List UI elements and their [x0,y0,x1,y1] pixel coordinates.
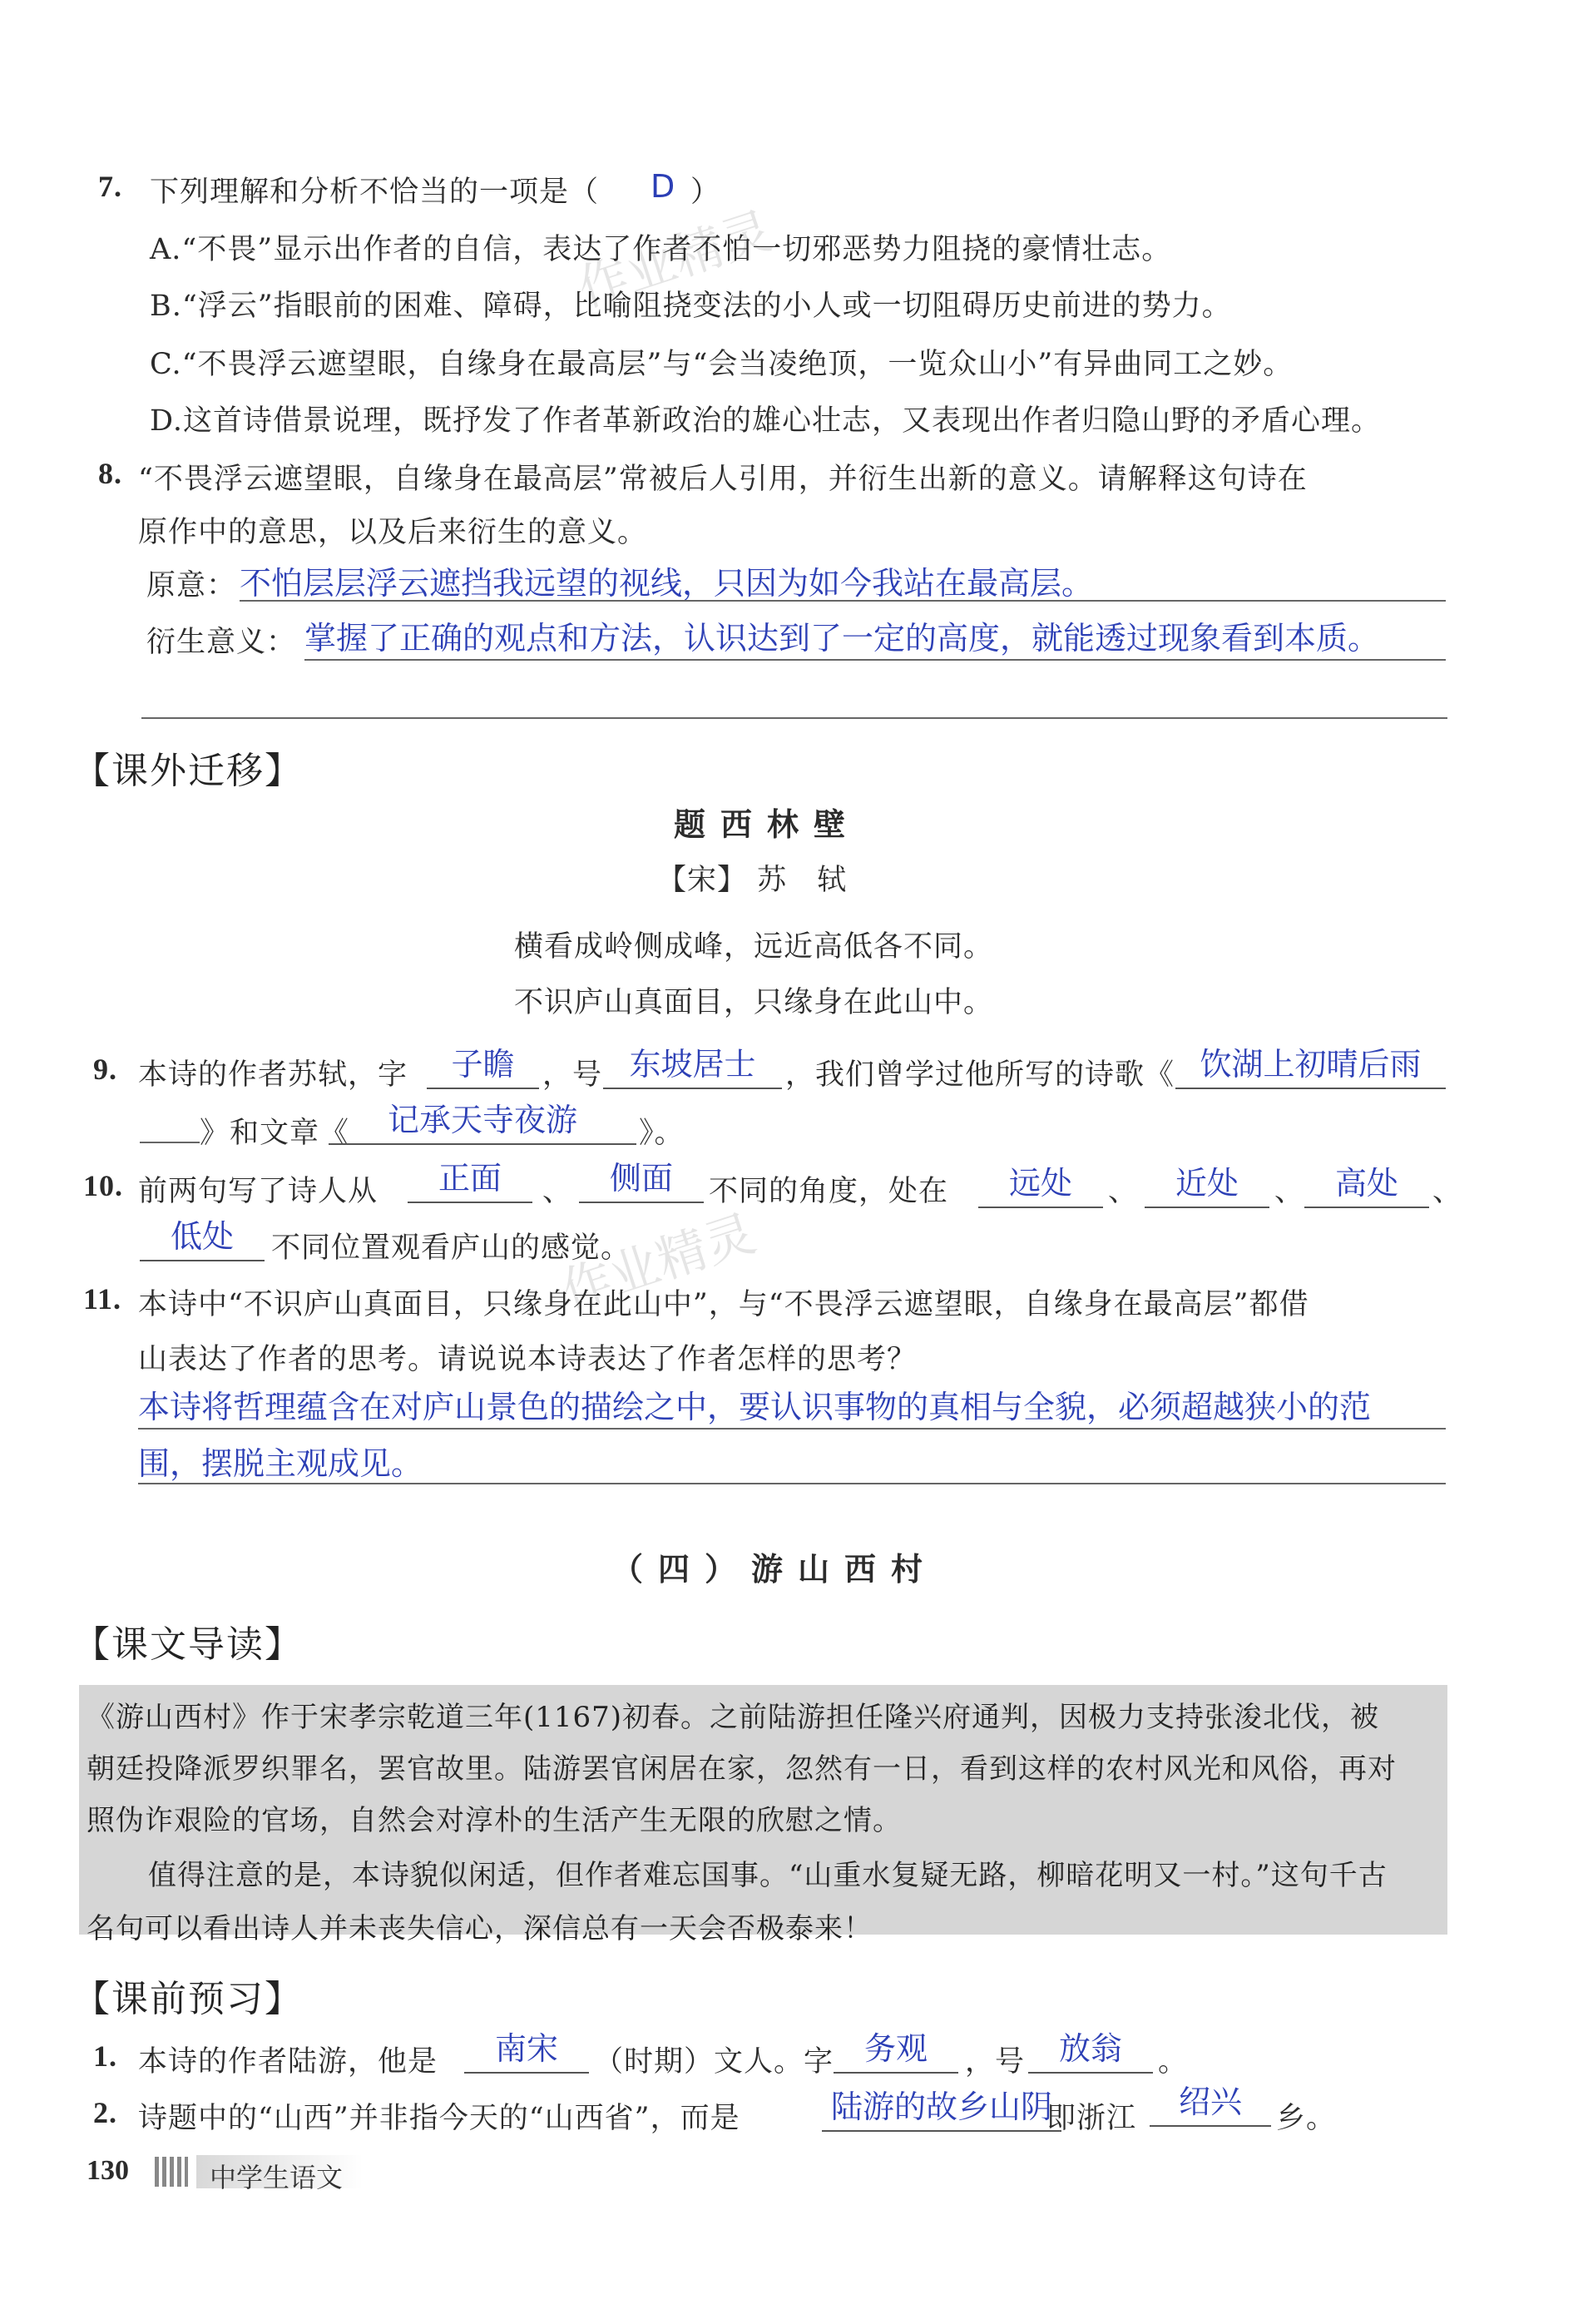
section-heading: 【课文导读】 [73,1623,303,1666]
question-text: 不同位置观看庐山的感觉。 [271,1231,631,1265]
answer-blank: 低处 [140,1217,265,1261]
answer-blank: 务观 [834,2029,958,2074]
question-number: 7. [98,170,122,203]
question-text: ，号 [542,1058,603,1092]
question-text: 》。 [639,1117,685,1150]
answer-blank: 子瞻 [427,1044,539,1089]
question-stem: 原作中的意思，以及后来衍生的意义。 [138,516,648,549]
question-number: 10. [83,1169,123,1202]
question-number: 2. [93,2096,117,2129]
answer-blank: 高处 [1304,1163,1429,1208]
question-number: 11. [83,1282,122,1316]
answer-blank: 绍兴 [1150,2082,1271,2127]
question-stem: 下列理解和分析不恰当的一项是（ [150,176,600,209]
lesson-title: （四）游山西村 [611,1551,938,1588]
question-text: 。 [1158,2045,1189,2079]
separator: 、 [1274,1175,1305,1208]
answer-blank: 东坡居士 [603,1044,782,1089]
intro-text: 照伪诈艰险的官场，自然会对淳朴的生活产生无限的欣慰之情。 [87,1804,902,1837]
section-heading: 【课前预习】 [73,1978,303,2020]
question-text: 》和文章《 [200,1117,350,1150]
section-heading: 【课外迁移】 [73,750,303,792]
answer-blank: 记承天寺夜游 [329,1100,636,1145]
question-text: 即浙江 [1046,2102,1137,2135]
answer-line [240,600,1446,602]
question-text: 诗题中的“山西”并非指今天的“山西省”，而是 [138,2102,740,2135]
watermark: 作业精灵 [554,1204,763,1322]
answer-blank: 近处 [1145,1163,1269,1208]
separator: 、 [1432,1175,1463,1208]
option-d: D.这首诗借景说理，既抒发了作者革新政治的雄心壮志，又表现出作者归隐山野的矛盾心理。 [150,404,1381,438]
answer-blank: 南宋 [464,2029,589,2074]
option-c: C.“不畏浮云遮望眼，自缘身在最高层”与“会当凌绝顶，一览众山小”有异曲同工之妙。 [150,348,1294,381]
answer-text: 围，摆脱主观成见。 [138,1445,423,1482]
watermark: 作业精灵 [571,201,779,320]
answer-blank: 远处 [978,1163,1103,1208]
question-text: ，我们曾学过他所写的诗歌《 [785,1058,1175,1092]
answer-choice: D [651,168,675,205]
intro-text: 《游山西村》作于宋孝宗乾道三年(1167)初春。之前陆游担任隆兴府通判，因极力支持张浚北伐，被 [87,1701,1380,1734]
option-a: A.“不畏”显示出作者的自信，表达了作者不怕一切邪恶势力阻挠的豪情壮志。 [150,233,1172,266]
intro-text: 名句可以看出诗人并未丧失信心，深信总有一天会否极泰来！ [87,1912,873,1945]
footer-bars [155,2157,188,2187]
answer-blank: 饮湖上初晴后雨 [1175,1044,1446,1089]
answer-label: 衍生意义： [146,626,297,659]
poem-title: 题西林壁 [674,806,861,843]
question-text: 乡。 [1276,2102,1337,2135]
intro-text: 值得注意的是，本诗貌似闲适，但作者难忘国事。“山重水复疑无路，柳暗花明又一村。”这句千古 [148,1859,1388,1892]
poem-author: 【宋】 苏 轼 [657,864,848,897]
question-number: 9. [93,1053,117,1086]
answer-line [140,1142,200,1143]
question-text: （时期）文人。字 [594,2045,834,2079]
question-stem: 山表达了作者的思考。请说说本诗表达了作者怎样的思考？ [138,1343,918,1376]
answer-blank: 正面 [408,1158,532,1203]
question-text: ，号 [965,2045,1026,2079]
answer-line [304,659,1446,661]
answer-blank: 放翁 [1028,2029,1153,2074]
question-text: 本诗的作者陆游，他是 [138,2045,438,2079]
option-b: B.“浮云”指眼前的困难、障碍，比喻阻挠变法的小人或一切阻碍历史前进的势力。 [150,290,1232,323]
poem-line: 横看成岭侧成峰，远近高低各不同。 [514,930,994,964]
question-stem-close: ） [690,176,721,209]
page-number: 130 [87,2155,129,2186]
intro-text: 朝廷投降派罗织罪名，罢官故里。陆游罢官闲居在家，忽然有一日，看到这样的农村风光和风俗，再对 [87,1752,1397,1786]
journal-name: 中学生语文 [210,2162,344,2193]
question-text: 前两句写了诗人从 [138,1175,378,1208]
question-stem: 本诗中“不识庐山真面目，只缘身在此山中”，与“不畏浮云遮望眼，自缘身在最高层”都借 [138,1288,1309,1321]
answer-text: 掌握了正确的观点和方法，认识达到了一定的高度，就能透过现象看到本质。 [304,620,1380,657]
question-number: 8. [98,457,122,490]
answer-label: 原意： [146,569,237,602]
answer-blank: 侧面 [579,1158,704,1203]
answer-line [138,1428,1446,1430]
separator: 、 [1108,1175,1139,1208]
separator: 、 [542,1175,573,1208]
question-text: 不同的角度，处在 [709,1175,949,1208]
question-text: 本诗的作者苏轼，字 [138,1058,408,1092]
question-number: 1. [93,2039,117,2073]
answer-text: 不怕层层浮云遮挡我远望的视线，只因为如今我站在最高层。 [240,565,1094,602]
question-stem: “不畏浮云遮望眼，自缘身在最高层”常被后人引用，并衍生出新的意义。请解释这句诗在 [138,463,1308,496]
answer-text: 本诗将哲理蕴含在对庐山景色的描绘之中，要认识事物的真相与全貌，必须超越狭小的范 [138,1389,1372,1425]
answer-line [138,1483,1446,1484]
answer-blank: 陆游的故乡山阴 [822,2087,1061,2132]
poem-line: 不识庐山真面目，只缘身在此山中。 [514,986,994,1019]
answer-line [141,717,1447,719]
